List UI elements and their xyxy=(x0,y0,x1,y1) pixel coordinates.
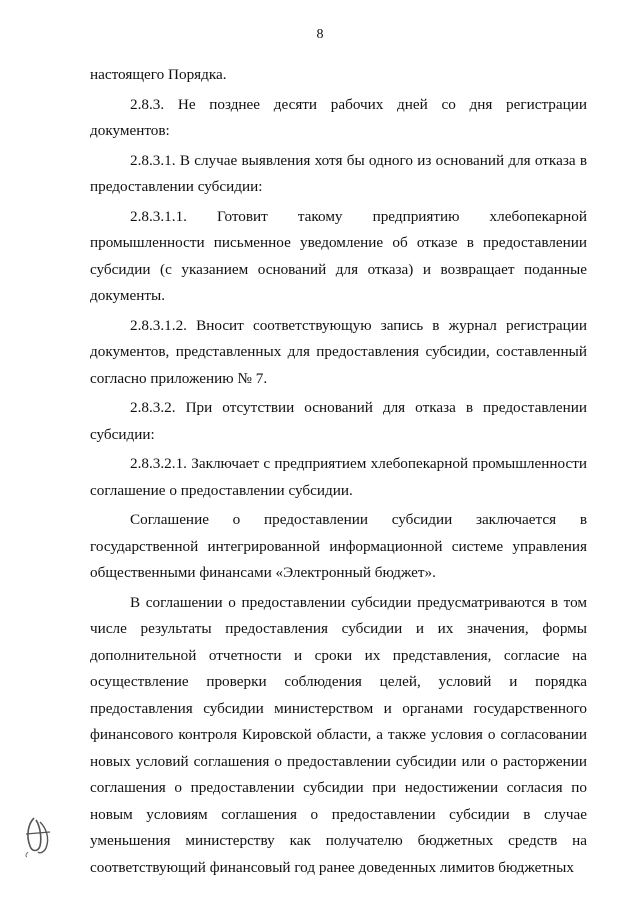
paragraph: 2.8.3.1.1. Готовит такому предприятию хлебопекарной промышленности письменное уведомление об отказе в предоставлении субсидии (с указанием оснований для отказа) и возвращает поданные документы. xyxy=(90,207,587,304)
document-body xyxy=(90,62,587,881)
paragraph: Соглашение о предоставлении субсидии заключается в государственной интегрированной информационной системе управления общественными финансами «Электронный бюджет». xyxy=(90,511,587,581)
paragraph: настоящего Порядка. xyxy=(90,66,227,83)
paragraph: 2.8.3. Не позднее десяти рабочих дней со дня регистрации документов: xyxy=(90,95,587,139)
paragraph: 2.8.3.1. В случае выявления хотя бы одного из оснований для отказа в предоставлении субсидии: xyxy=(90,151,587,195)
paragraph: В соглашении о предоставлении субсидии предусматриваются в том числе результаты предоставления субсидии и их значения, формы дополнительной отчетности и сроки их представления, согласие на осуществление проверки соблюдения целей, условий и порядка предоставления субсидии министерством и органами государственного финансового контроля Кировской области, а также условия о согласовании новых условий соглашения о предоставлении субсидии или о расторжении соглашения о предоставлении субсидии при недостижении согласия по новым условиям соглашения о предоставлении субсидии в случае уменьшения министерству как получателю бюджетных средств на соответствующий финансовый год ранее доведенных лимитов бюджетных xyxy=(90,593,587,876)
page-number: 8 xyxy=(316,27,324,42)
paragraph: 2.8.3.1.2. Вносит соответствующую запись в журнал регистрации документов, представленных для предоставления субсидии, составленный согласно приложению № 7. xyxy=(90,316,587,387)
paragraph: 2.8.3.2. При отсутствии оснований для отказа в предоставлении субсидии: xyxy=(90,399,587,443)
paragraph: 2.8.3.2.1. Заключает с предприятием хлебопекарной промышленности соглашение о предоставлении субсидии. xyxy=(90,455,587,499)
handwritten-initials-mark xyxy=(20,812,60,858)
